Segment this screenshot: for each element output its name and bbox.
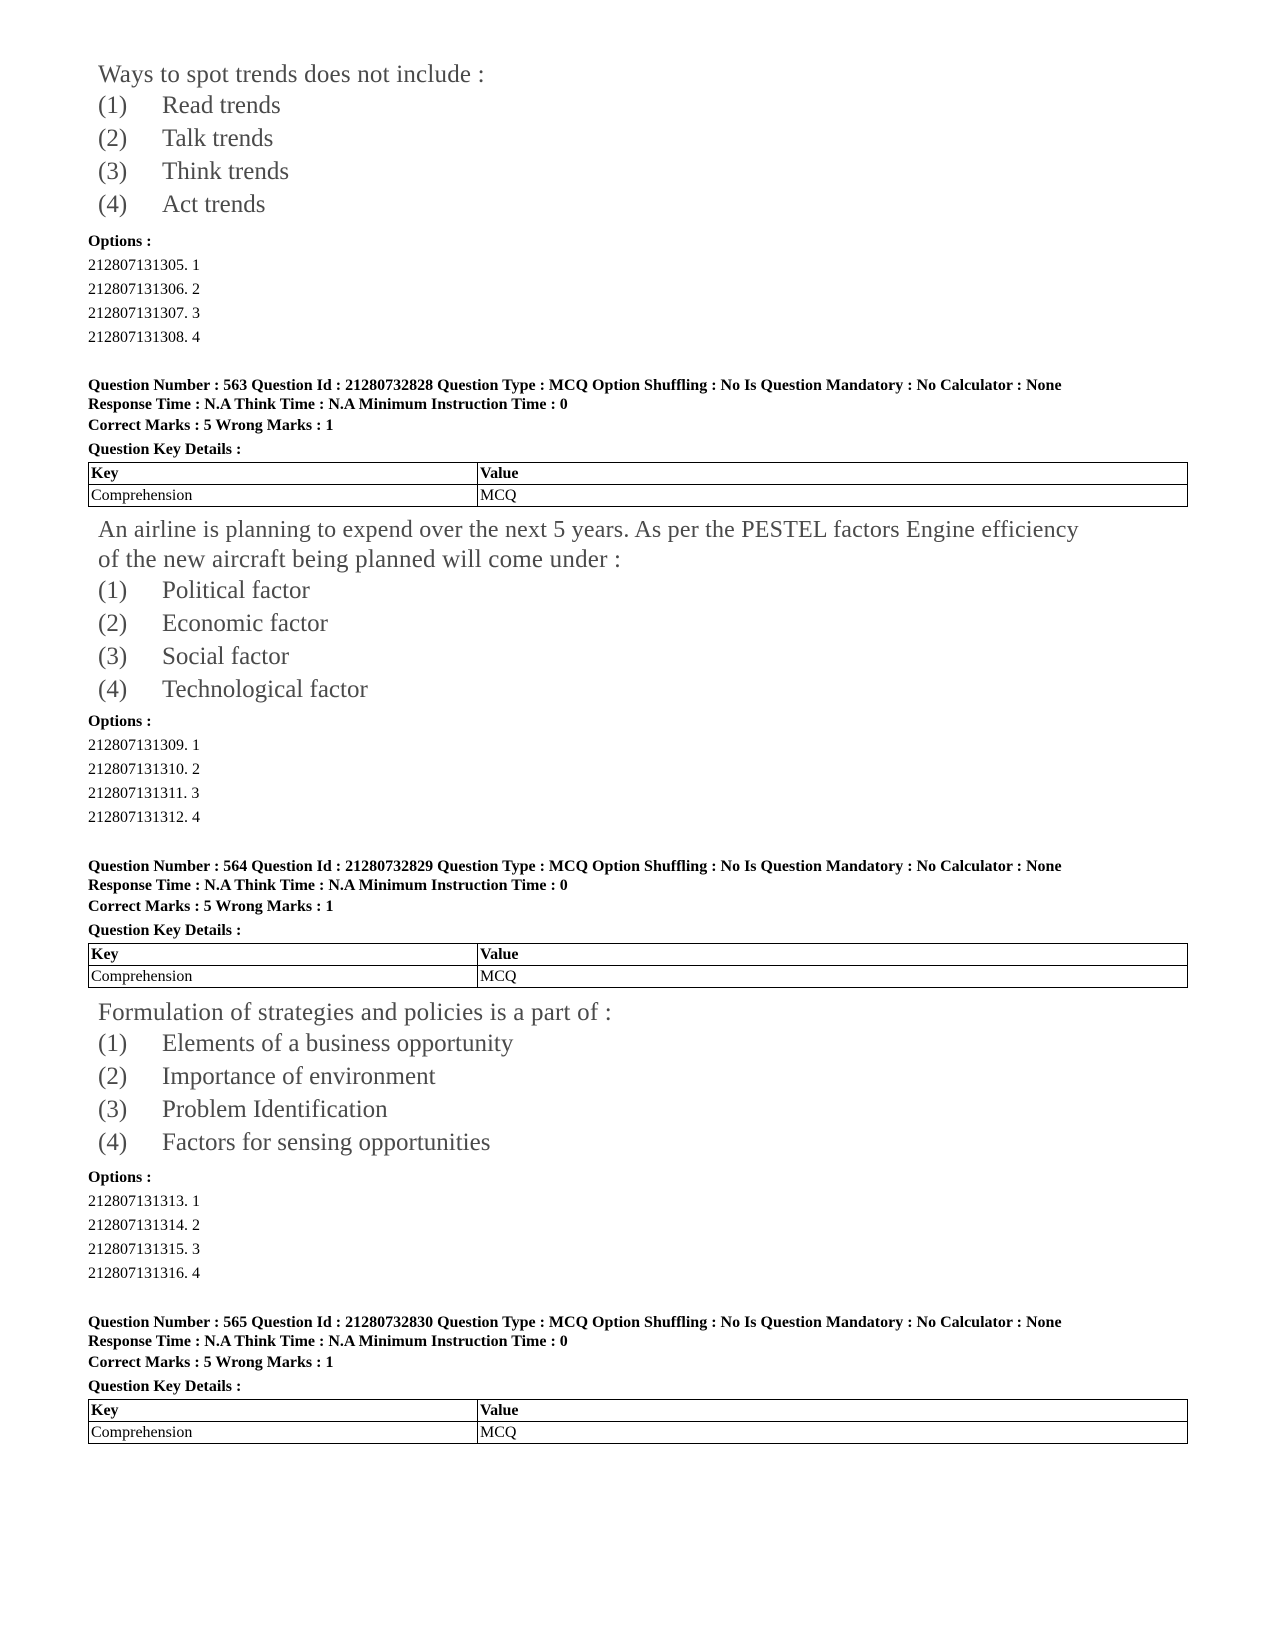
options-label: Options :: [88, 1169, 152, 1186]
key-details-table: [88, 1399, 1188, 1444]
key-details-label: Question Key Details :: [88, 1378, 242, 1395]
choice-1: (1) Political factor: [98, 577, 310, 604]
option-id: 212807131315. 3: [88, 1241, 200, 1258]
choice-2: (2) Importance of environment: [98, 1063, 436, 1090]
question-image: [88, 998, 612, 1159]
choice-1: (1) Elements of a business opportunity: [98, 1030, 514, 1057]
question-meta: Question Number : 564 Question Id : 21280732829 Question Type : MCQ Option Shuffling : No Is Question Mandatory : No Calculator : None: [88, 858, 1062, 875]
question-565-header: [88, 1313, 1188, 1444]
option-id: 212807131305. 1: [88, 257, 200, 274]
key-header: Key: [89, 1400, 478, 1422]
question-stem-line: of the new aircraft being planned will come under :: [98, 546, 622, 573]
value-header: Value: [478, 1400, 1188, 1422]
choice-4: (4) Factors for sensing opportunities: [98, 1129, 491, 1156]
question-563: [88, 516, 1079, 706]
key-details-label: Question Key Details :: [88, 441, 242, 458]
options-label: Options :: [88, 233, 152, 250]
question-stem-line: An airline is planning to expend over the next 5 years. As per the PESTEL factors Engine efficiency: [98, 517, 1079, 543]
question-marks: Correct Marks : 5 Wrong Marks : 1: [88, 417, 334, 434]
question-marks: Correct Marks : 5 Wrong Marks : 1: [88, 898, 334, 915]
option-id: 212807131306. 2: [88, 281, 200, 298]
question-marks: Correct Marks : 5 Wrong Marks : 1: [88, 1354, 334, 1371]
options-block: [88, 710, 200, 830]
question-562: [88, 60, 485, 221]
options-label: Options :: [88, 713, 152, 730]
question-564: [88, 998, 612, 1159]
question-stem: Ways to spot trends does not include :: [98, 61, 485, 88]
choice-1: (1) Read trends: [98, 92, 281, 119]
question-timing: Response Time : N.A Think Time : N.A Minimum Instruction Time : 0: [88, 396, 568, 413]
option-id: 212807131307. 3: [88, 305, 200, 322]
option-id: 212807131308. 4: [88, 329, 200, 346]
question-timing: Response Time : N.A Think Time : N.A Minimum Instruction Time : 0: [88, 877, 568, 894]
option-id: 212807131313. 1: [88, 1193, 200, 1210]
question-meta: Question Number : 563 Question Id : 21280732828 Question Type : MCQ Option Shuffling : No Is Question Mandatory : No Calculator : None: [88, 377, 1062, 394]
key-cell: Comprehension: [89, 485, 478, 507]
question-timing: Response Time : N.A Think Time : N.A Minimum Instruction Time : 0: [88, 1333, 568, 1350]
question-stem: Formulation of strategies and policies is a part of :: [98, 999, 612, 1026]
question-image: [88, 516, 1079, 706]
key-header: Key: [89, 944, 478, 966]
choice-3: (3) Problem Identification: [98, 1096, 388, 1123]
value-cell: MCQ: [478, 966, 1188, 988]
key-details-table: [88, 943, 1188, 988]
key-details-table: [88, 462, 1188, 507]
value-header: Value: [478, 463, 1188, 485]
option-id: 212807131312. 4: [88, 809, 200, 826]
key-header: Key: [89, 463, 478, 485]
question-564-header: [88, 857, 1188, 988]
value-header: Value: [478, 944, 1188, 966]
option-id: 212807131311. 3: [88, 785, 200, 802]
value-cell: MCQ: [478, 1422, 1188, 1444]
choice-2: (2) Economic factor: [98, 610, 328, 637]
choice-3: (3) Social factor: [98, 643, 290, 670]
value-cell: MCQ: [478, 485, 1188, 507]
options-block: [88, 230, 200, 350]
choice-3: (3) Think trends: [98, 158, 290, 185]
question-image: [88, 60, 485, 221]
key-cell: Comprehension: [89, 1422, 478, 1444]
option-id: 212807131316. 4: [88, 1265, 200, 1282]
options-block: [88, 1166, 200, 1286]
option-id: 212807131309. 1: [88, 737, 200, 754]
choice-4: (4) Act trends: [98, 191, 266, 218]
key-details-label: Question Key Details :: [88, 922, 242, 939]
choice-2: (2) Talk trends: [98, 125, 274, 152]
choice-4: (4) Technological factor: [98, 676, 368, 703]
question-meta: Question Number : 565 Question Id : 21280732830 Question Type : MCQ Option Shuffling : No Is Question Mandatory : No Calculator : None: [88, 1314, 1062, 1331]
option-id: 212807131310. 2: [88, 761, 200, 778]
key-cell: Comprehension: [89, 966, 478, 988]
question-563-header: [88, 376, 1188, 507]
option-id: 212807131314. 2: [88, 1217, 200, 1234]
